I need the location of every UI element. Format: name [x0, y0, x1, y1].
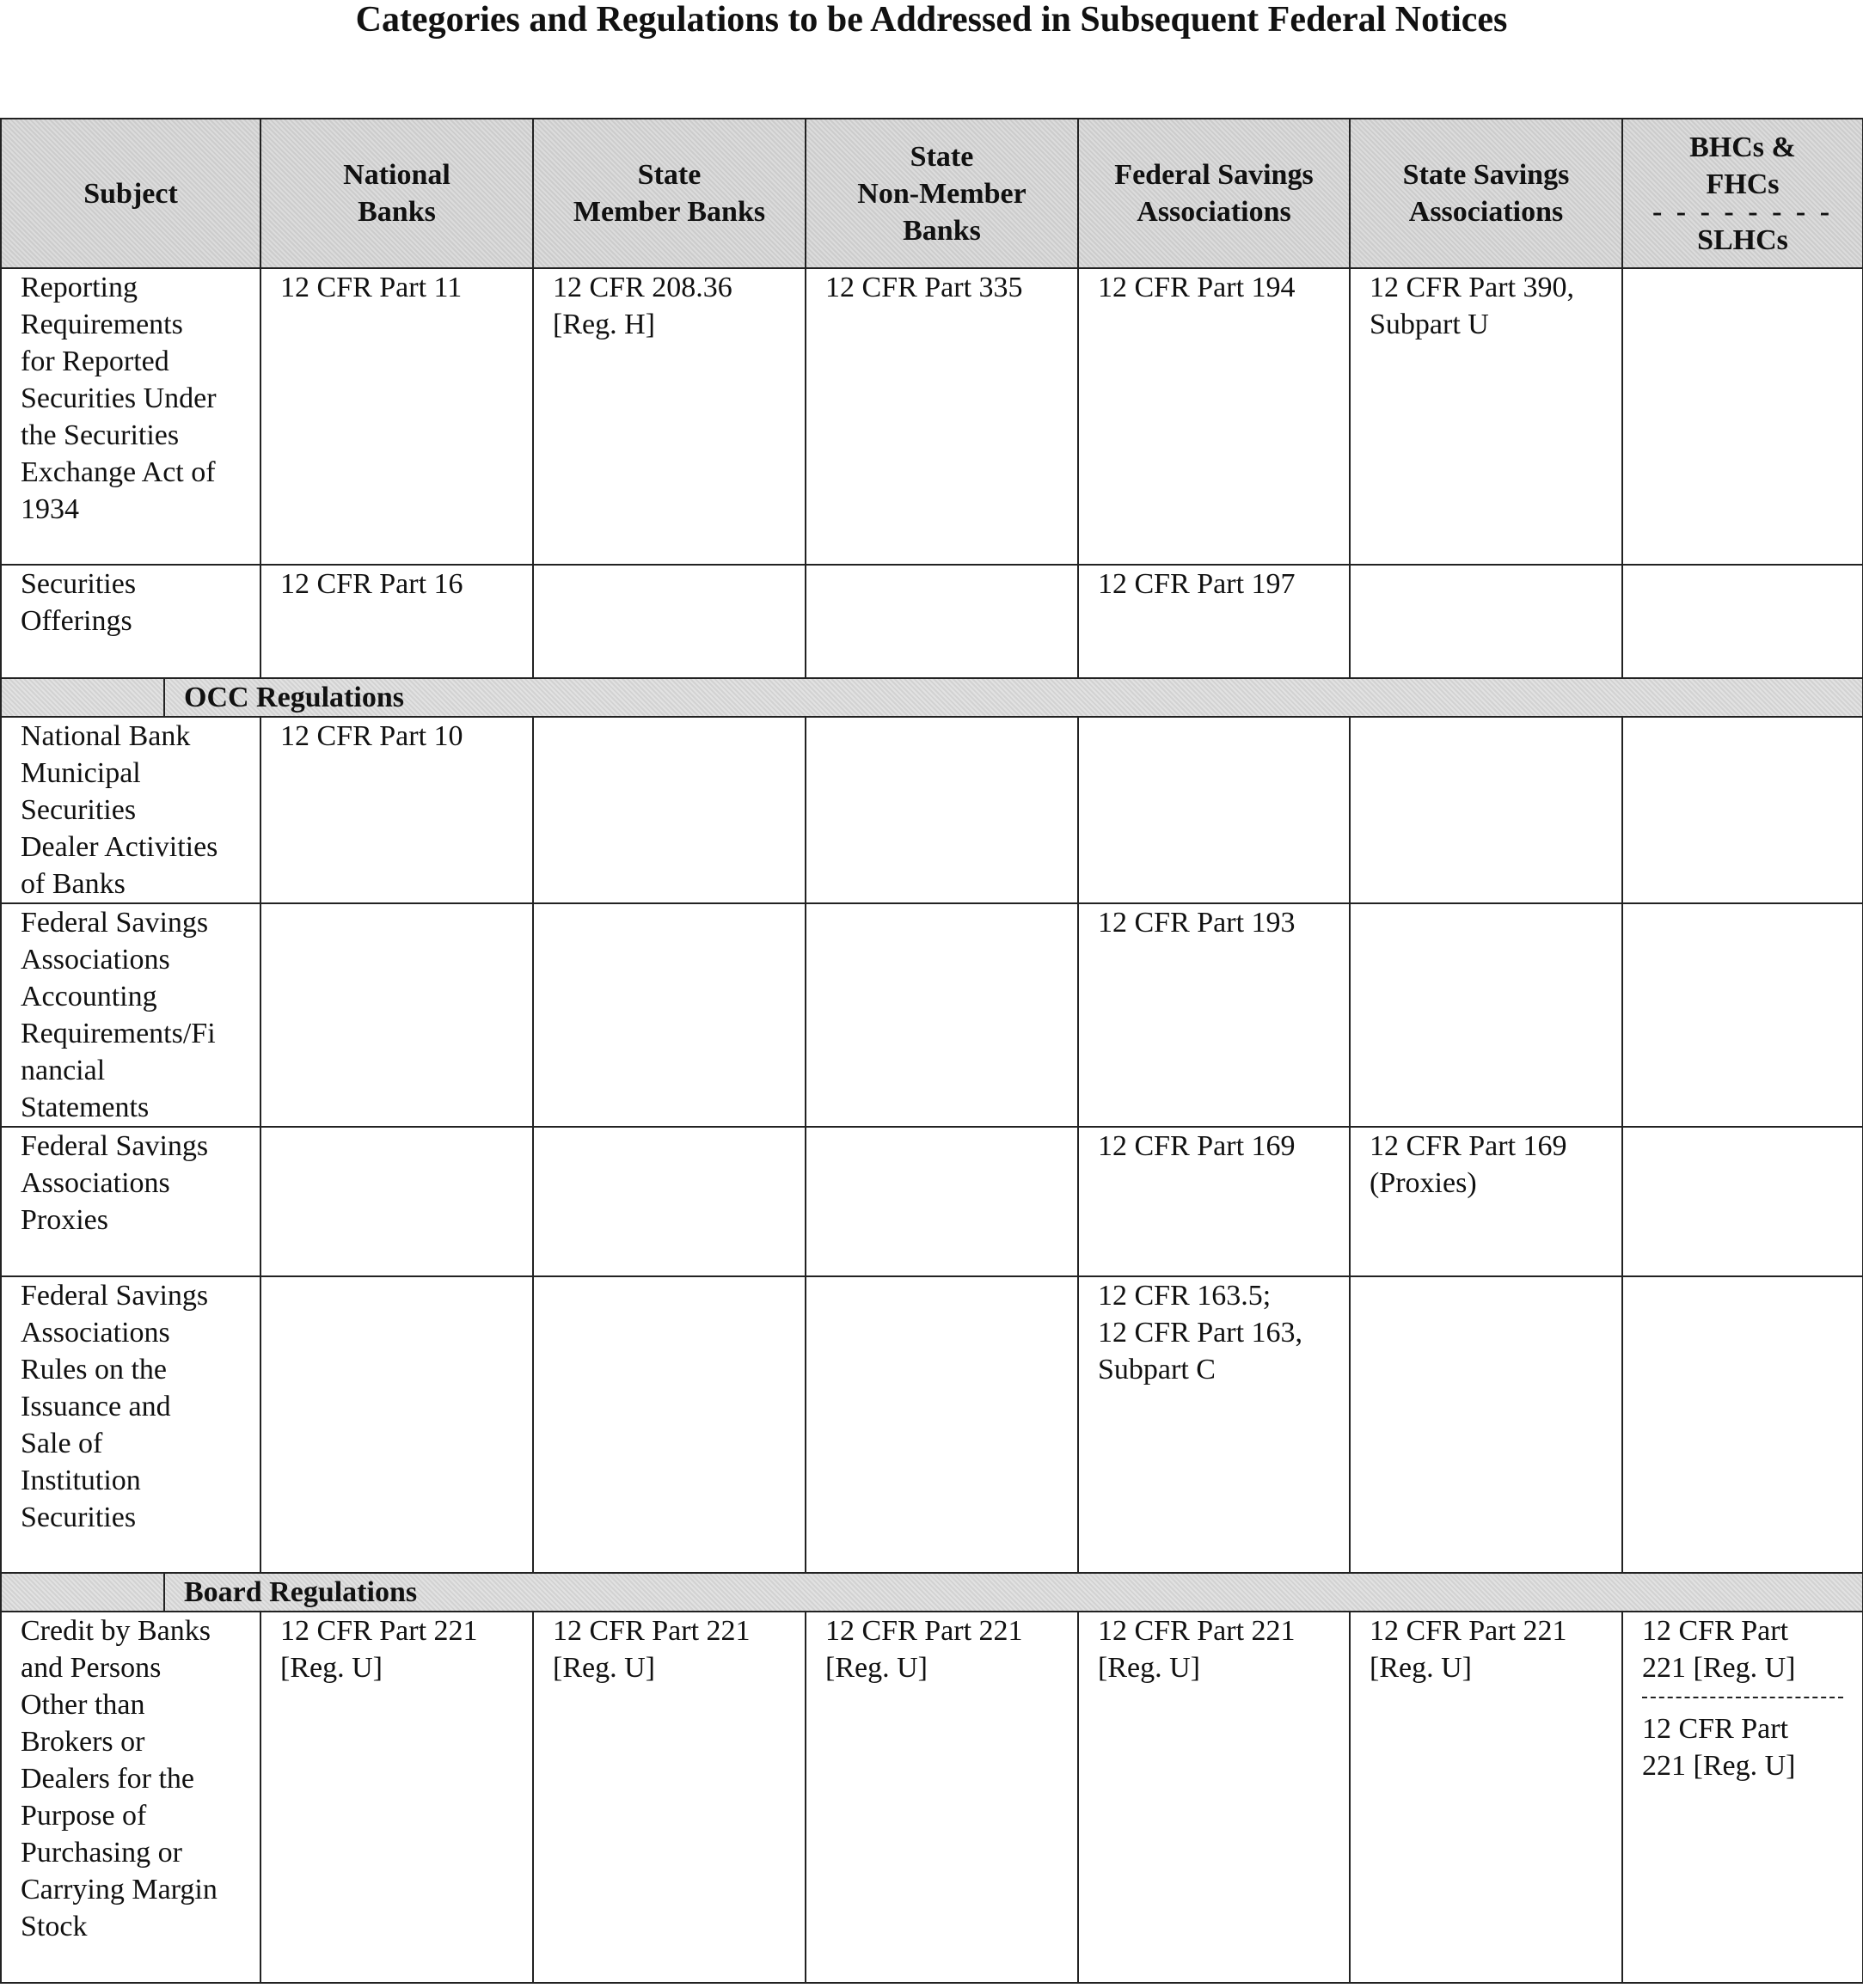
section-spacer: [2, 1574, 165, 1611]
state-non-member-banks-cell: [806, 717, 1078, 903]
federal-savings-cell: 12 CFR 163.5; 12 CFR Part 163, Subpart C: [1078, 1276, 1350, 1573]
state-savings-cell: 12 CFR Part 390, Subpart U: [1350, 268, 1622, 565]
national-banks-cell: 12 CFR Part 16: [260, 565, 533, 678]
subject-cell: Federal Savings Associations Accounting Requirements/Fi nancial Statements: [1, 903, 260, 1127]
bhc-slhc-cell: 12 CFR Part 221 [Reg. U] 12 CFR Part 221 [Reg. U]: [1622, 1612, 1863, 1983]
column-header-national-banks: National Banks: [260, 119, 533, 268]
state-non-member-banks-cell: [806, 1127, 1078, 1276]
table-row: [1, 565, 1863, 678]
table-header-row: [1, 119, 1863, 268]
section-spacer: [2, 679, 165, 716]
state-member-banks-cell: 12 CFR 208.36 [Reg. H]: [533, 268, 806, 565]
bhc-slhc-cell: [1622, 717, 1863, 903]
federal-savings-cell: 12 CFR Part 194: [1078, 268, 1350, 565]
state-non-member-banks-cell: [806, 565, 1078, 678]
subject-cell: Securities Offerings: [1, 565, 260, 678]
table-row: [1, 1127, 1863, 1276]
column-header-state-savings-associations: State Savings Associations: [1350, 119, 1622, 268]
bhc-slhc-cell: [1622, 565, 1863, 678]
state-member-banks-cell: [533, 717, 806, 903]
bhc-slhc-cell: [1622, 1276, 1863, 1573]
page-title: Categories and Regulations to be Addressed in Subsequent Federal Notices: [355, 0, 1508, 40]
regulations-table: [0, 118, 1863, 1984]
table-row: [1, 903, 1863, 1127]
column-header-subject: Subject: [1, 119, 260, 268]
state-savings-cell: [1350, 717, 1622, 903]
subject-cell: Federal Savings Associations Rules on the Issuance and Sale of Institution Securities: [1, 1276, 260, 1573]
state-member-banks-cell: [533, 1276, 806, 1573]
state-savings-cell: [1350, 1276, 1622, 1573]
bhc-slhc-cell: [1622, 903, 1863, 1127]
section-label: OCC Regulations: [184, 682, 404, 713]
state-savings-cell: 12 CFR Part 169 (Proxies): [1350, 1127, 1622, 1276]
national-banks-cell: 12 CFR Part 221 [Reg. U]: [260, 1612, 533, 1983]
bhc-slhc-cell: [1622, 268, 1863, 565]
federal-savings-cell: [1078, 717, 1350, 903]
column-header-bhcs-fhcs-slhcs: BHCs & FHCs - - - - - - - - SLHCs: [1622, 119, 1863, 268]
column-header-state-non-member-banks: State Non-Member Banks: [806, 119, 1078, 268]
table-row: [1, 1276, 1863, 1573]
state-member-banks-cell: [533, 565, 806, 678]
subject-cell: National Bank Municipal Securities Dealer Activities of Banks: [1, 717, 260, 903]
subject-cell: Credit by Banks and Persons Other than Brokers or Dealers for the Purpose of Purchasing or Carrying Margin Stock: [1, 1612, 260, 1983]
table-row: [1, 268, 1863, 565]
state-non-member-banks-cell: 12 CFR Part 335: [806, 268, 1078, 565]
column-header-state-member-banks: State Member Banks: [533, 119, 806, 268]
state-non-member-banks-cell: [806, 1276, 1078, 1573]
federal-savings-cell: 12 CFR Part 197: [1078, 565, 1350, 678]
national-banks-cell: [260, 1127, 533, 1276]
state-savings-cell: [1350, 903, 1622, 1127]
state-savings-cell: [1350, 565, 1622, 678]
national-banks-cell: [260, 1276, 533, 1573]
national-banks-cell: 12 CFR Part 11: [260, 268, 533, 565]
table-row: [1, 1612, 1863, 1983]
cell-divider: [1642, 1697, 1843, 1698]
subject-cell: Federal Savings Associations Proxies: [1, 1127, 260, 1276]
state-member-banks-cell: 12 CFR Part 221 [Reg. U]: [533, 1612, 806, 1983]
state-member-banks-cell: [533, 903, 806, 1127]
subject-cell: Reporting Requirements for Reported Securities Under the Securities Exchange Act of 1934: [1, 268, 260, 565]
column-header-federal-savings-associations: Federal Savings Associations: [1078, 119, 1350, 268]
state-savings-cell: 12 CFR Part 221 [Reg. U]: [1350, 1612, 1622, 1983]
federal-savings-cell: 12 CFR Part 221 [Reg. U]: [1078, 1612, 1350, 1983]
national-banks-cell: [260, 903, 533, 1127]
federal-savings-cell: 12 CFR Part 193: [1078, 903, 1350, 1127]
state-non-member-banks-cell: 12 CFR Part 221 [Reg. U]: [806, 1612, 1078, 1983]
federal-savings-cell: 12 CFR Part 169: [1078, 1127, 1350, 1276]
national-banks-cell: 12 CFR Part 10: [260, 717, 533, 903]
section-label: Board Regulations: [184, 1576, 418, 1608]
state-member-banks-cell: [533, 1127, 806, 1276]
section-row-occ: [1, 678, 1863, 717]
table-row: [1, 717, 1863, 903]
state-non-member-banks-cell: [806, 903, 1078, 1127]
bhc-slhc-cell: [1622, 1127, 1863, 1276]
section-row-board: [1, 1573, 1863, 1612]
